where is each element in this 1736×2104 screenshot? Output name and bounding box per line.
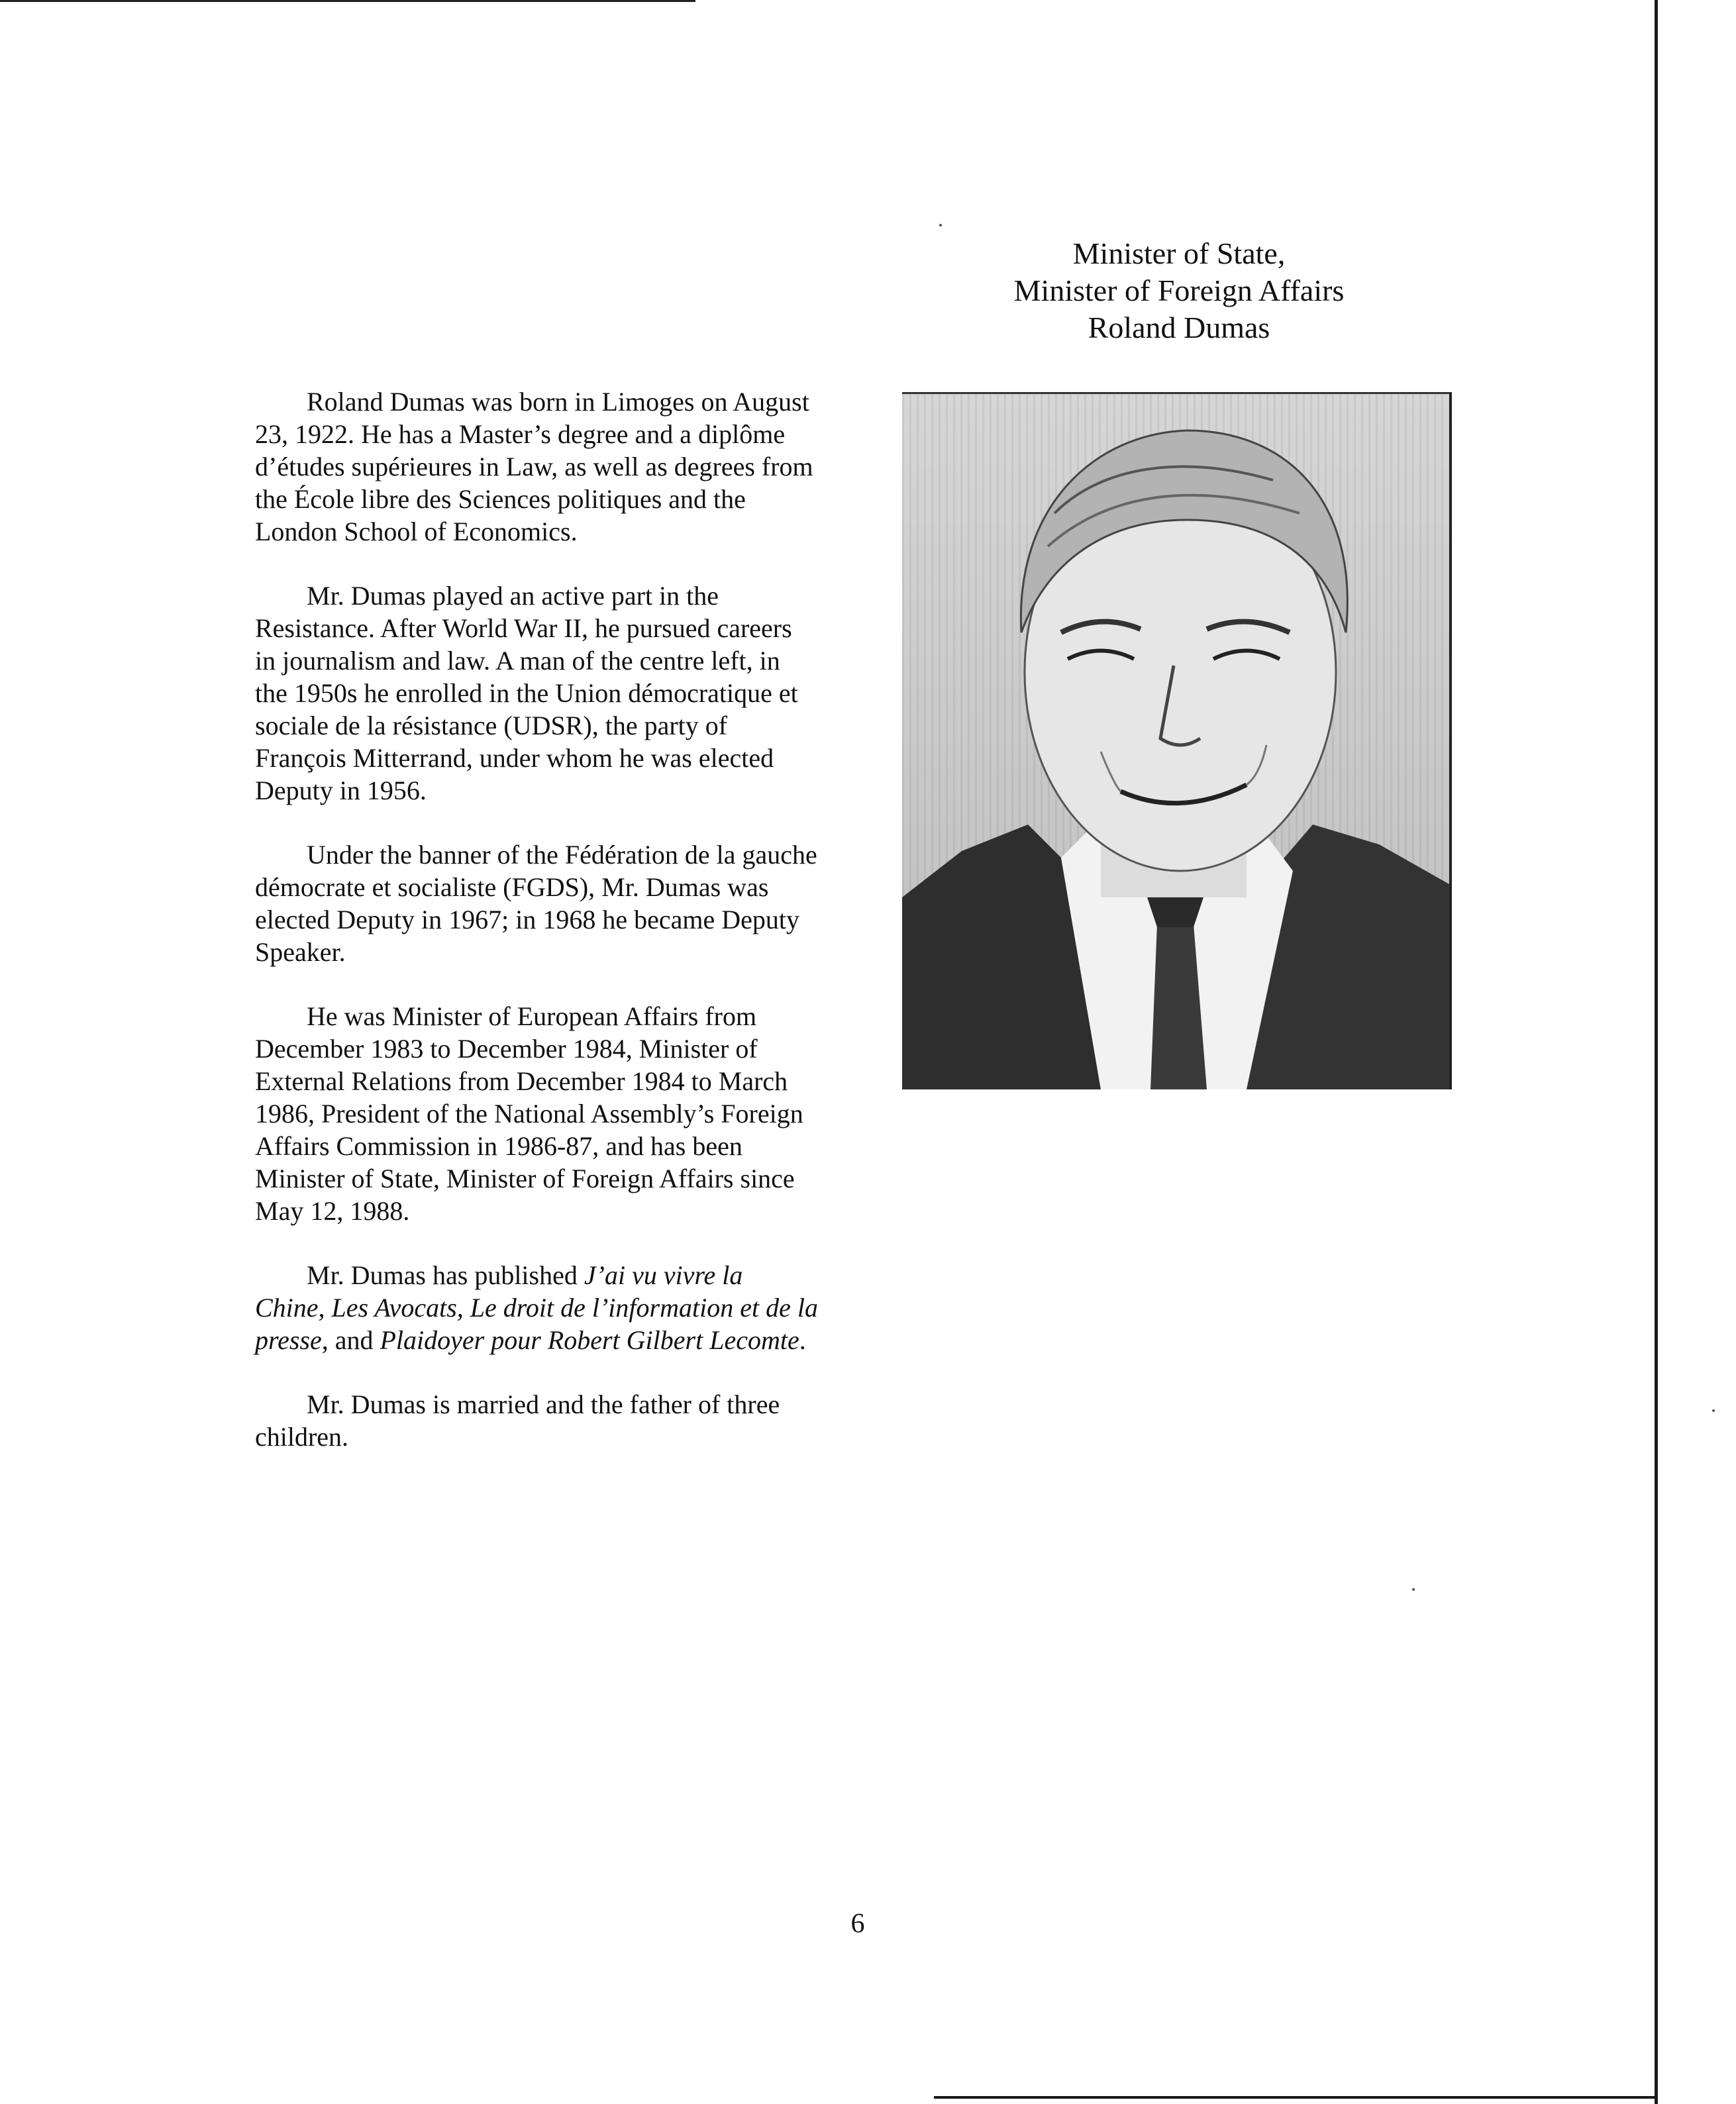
bio-paragraph-fgds: Under the banner of the Fédération de la gauche démocrate et socialiste (FGDS), Mr. Dumas was elected Deputy in 1967; in 1968 he became Deputy Speaker. bbox=[255, 840, 817, 967]
bio-paragraph-publications bbox=[255, 1259, 818, 1356]
scan-speck bbox=[1712, 1409, 1715, 1412]
scan-edge-bottom bbox=[934, 2096, 1657, 2099]
portrait-illustration bbox=[902, 394, 1449, 1089]
scan-edge-top bbox=[0, 0, 695, 2]
bio-paragraph-resistance: Mr. Dumas played an active part in the Resistance. After World War II, he pursued careers in journalism and law. A man of the centre left, in the 1950s he enrolled in the Union démocratique et sociale de la résistance (UDSR), the party of François Mitterrand, under whom he was elected Deputy in 1956. bbox=[255, 581, 798, 805]
publications-connector: , and bbox=[321, 1325, 380, 1355]
publication-titles: J’ai vu vivre la Chine, Les Avocats, Le droit de l’information et de la presse bbox=[255, 1260, 818, 1355]
bio-paragraph-family: Mr. Dumas is married and the father of three children. bbox=[255, 1389, 780, 1452]
scan-speck bbox=[1412, 1588, 1415, 1591]
bio-paragraph-ministries: He was Minister of European Affairs from December 1983 to December 1984, Minister of External Relations from December 1984 to March 1986, President of the National Assembly’s Foreign Affairs Commission in 1986-87, and has been Minister of State, Minister of Foreign Affairs since May 12, 1988. bbox=[255, 1001, 803, 1226]
page-heading bbox=[954, 235, 1404, 346]
publications-lead: Mr. Dumas has published bbox=[307, 1260, 584, 1290]
scan-speck bbox=[939, 224, 942, 226]
bio-paragraph-birth: Roland Dumas was born in Limoges on August 23, 1922. He has a Master’s degree and a diplôme d’études supérieures in Law, as well as degrees from the École libre des Sciences politiques and the London School of Economics. bbox=[255, 387, 813, 546]
heading-line-office: Minister of Foreign Affairs bbox=[1013, 274, 1345, 307]
heading-line-title: Minister of State, bbox=[1072, 236, 1286, 270]
publications-end: . bbox=[799, 1325, 806, 1355]
publication-title-plaidoyer: Plaidoyer pour Robert Gilbert Lecomte bbox=[380, 1325, 799, 1355]
tie-knot bbox=[1147, 897, 1203, 927]
page-number: 6 bbox=[850, 1909, 865, 1939]
biography-text bbox=[255, 385, 818, 1453]
portrait-photo bbox=[902, 392, 1452, 1089]
scan-edge-right bbox=[1655, 0, 1658, 2104]
heading-line-name: Roland Dumas bbox=[1088, 311, 1270, 344]
